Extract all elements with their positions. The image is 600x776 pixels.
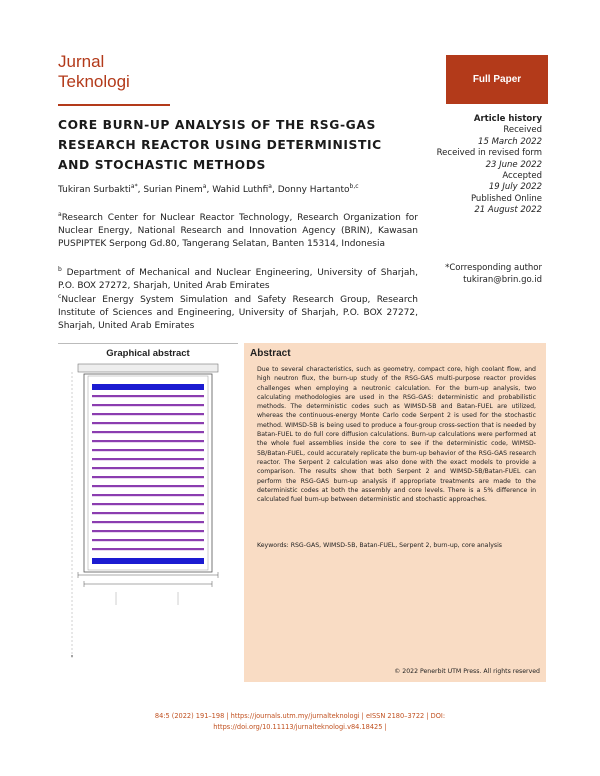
page-footer (100, 711, 500, 733)
fuel-plate (92, 521, 204, 523)
footer-citation[interactable]: 84:5 (2022) 191–198 | https://journals.utm.my/jurnalteknologi | eISSN 2180–3722 | DOI: (154, 712, 446, 720)
history-received-date: 15 March 2022 (478, 136, 542, 147)
history-received-label: Received (503, 125, 542, 136)
journal-logo-rule (58, 104, 170, 106)
article-history (420, 114, 542, 217)
journal-logo (58, 52, 170, 104)
fuel-plate-bottom (92, 558, 204, 564)
element-top-fitting (78, 364, 218, 372)
fuel-plate (92, 395, 204, 397)
fuel-plate (92, 422, 204, 424)
fuel-plate-top (92, 384, 204, 390)
fuel-plate (92, 494, 204, 496)
graphical-abstract (58, 343, 238, 683)
fuel-plate (92, 413, 204, 415)
fuel-plate (92, 476, 204, 478)
abstract-heading: Abstract (250, 348, 291, 359)
element-outline (84, 374, 212, 572)
author-name: Surian Pinem (143, 185, 203, 195)
fuel-plate (92, 503, 204, 505)
article-title: CORE BURN-UP ANALYSIS OF THE RSG-GAS RESEARCH REACTOR USING DETERMINISTIC AND STOCHASTIC METHODS (58, 118, 382, 172)
affiliation-text: Nuclear Energy System Simulation and Safety Research Group, Research Institute of Sciences and Engineering, University of Sharjah, P.O. BOX 27272, Sharjah, United Arab Emirates (58, 295, 418, 331)
author-name: Tukiran Surbakti (58, 185, 131, 195)
footer-doi[interactable]: https://doi.org/10.11113/jurnalteknologi.v84.18425 | (213, 723, 387, 731)
history-revised-label: Received in revised form (436, 148, 542, 159)
history-accepted-date: 19 July 2022 (488, 182, 542, 193)
corresponding-email[interactable]: tukiran@brin.go.id (463, 275, 542, 285)
affiliation-sup: b (58, 266, 62, 273)
author-sup: a (202, 183, 207, 190)
author-name: Donny Hartanto (277, 185, 350, 195)
graphical-abstract-heading: Graphical abstract (106, 348, 190, 359)
fuel-plate (92, 440, 204, 442)
fuel-plate (92, 548, 204, 550)
corresponding-label: *Corresponding author (445, 263, 542, 273)
centerline-mark (71, 655, 73, 657)
author-sup: a* (130, 183, 138, 190)
affiliation-b (58, 263, 418, 293)
history-published-label: Published Online (470, 193, 542, 204)
history-revised-date: 23 June 2022 (485, 159, 542, 170)
fuel-plate (92, 449, 204, 451)
affiliation-text: Department of Mechanical and Nuclear Engineering, University of Sharjah, P.O. BOX 27272, Sharjah, United Arab Emirates (58, 268, 418, 291)
affiliation-sup: a (58, 211, 62, 218)
history-published-date: 21 August 2022 (474, 205, 542, 216)
affiliation-c (58, 290, 418, 333)
affiliation-a (58, 208, 418, 251)
journal-name-line2: Teknologi (58, 72, 130, 91)
fuel-plate (92, 431, 204, 433)
fuel-plate (92, 467, 204, 469)
abstract-text: Due to several characteristics, such as geometry, compact core, high coolant flow, and high neutron flux, the burn-up study of the RSG-GAS multi-purpose reactor provides challenges when employing a neutronic calculation. For the burn-up analysis, two calculating methodologies are used in the RSG-GAS: deterministic and probabilistic methods. The deterministic codes such as WIMSD-5B and Batan-FUEL are utilized, whereas the continuous-energy Monte Carlo code Serpent 2 is used for the stochastic method. WIMSD-5B is being used to produce a four-group cross-section that is needed by Batan-FUEL to do full core diffusion calculations. Burn-up calculations were performed at the whole fuel assemblies inside the core to see if the deterministic code, WIMSD-5B/Batan-FUEL, could accurately replicate the burn-up behavior of the RSG-GAS research reactor. The Serpent 2 calculation was also done with the exact models to provide a comparison. The results show that both Serpent 2 and WIMSD-5B/Batan-FUEL can perform the RSG-GAS burn-up analysis if appropriate treatments are made to the deterministic codes at both the assembly and core levels. There is a 5% difference in calculated fuel burn-up between deterministic and stochastic approaches. (257, 366, 536, 504)
journal-name-line1: Jurnal (58, 52, 105, 71)
author-name: Wahid Luthfi (212, 185, 269, 195)
affiliation-text: Research Center for Nuclear Reactor Technology, Research Organization for Nuclear Energy, National Research and Innovation Agency (BRIN), Kawasan PUSPIPTEK Serpong Gd.80, Tangerang Selatan, Banten 15314, Indonesia (58, 213, 418, 249)
affiliation-sup: c (58, 293, 62, 300)
fuel-plate (92, 512, 204, 514)
fuel-element-drawing (58, 360, 238, 680)
fuel-plate (92, 539, 204, 541)
fuel-plate (92, 530, 204, 532)
history-accepted-label: Accepted (502, 171, 542, 182)
history-heading: Article history (473, 114, 542, 124)
paper-type-badge: Full Paper (446, 55, 548, 104)
author-list: Tukiran Surbakti$^{a*}$, Surian Pinem$^a$, Wahid Luthfi$^a$, Donny Hartanto$^{b,c}$ (58, 183, 359, 195)
author-sup: a (268, 183, 272, 190)
fuel-plate (92, 485, 204, 487)
copyright-notice: © 2022 Penerbit UTM Press. All rights reserved (394, 668, 540, 675)
corresponding-author (420, 262, 542, 286)
abstract-keywords: Keywords: RSG-GAS, WIMSD-5B, Batan-FUEL, Serpent 2, burn-up, core analysis (257, 542, 503, 549)
fuel-plate (92, 404, 204, 406)
fuel-plate (92, 458, 204, 460)
abstract-panel (244, 343, 546, 682)
author-sup: b,c (349, 183, 359, 190)
